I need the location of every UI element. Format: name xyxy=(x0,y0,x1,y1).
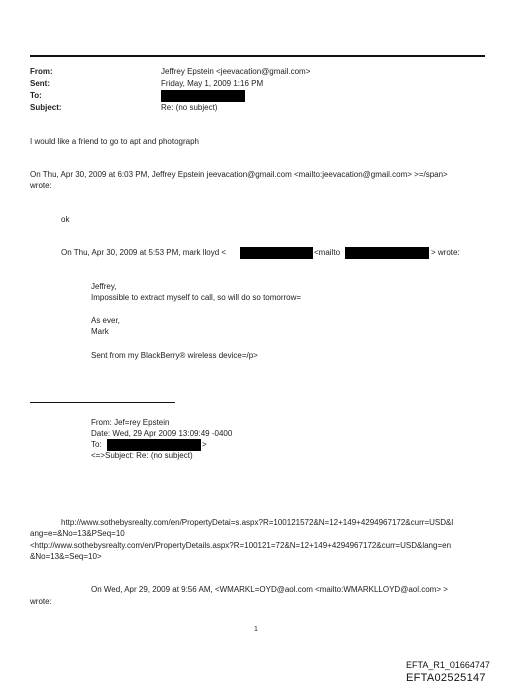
forward-subject: <=>Subject: Re: (no subject) xyxy=(91,451,193,460)
page-number: 1 xyxy=(254,626,258,633)
mark-signoff: As ever, xyxy=(91,316,120,325)
quote2-mailto: <mailto xyxy=(314,248,341,257)
header-top-rule xyxy=(30,55,485,57)
body-line-1: I would like a friend to go to apt and photograph xyxy=(30,137,200,146)
quote1-line-a: On Thu, Apr 30, 2009 at 6:03 PM, Jeffrey Epstein jeevacation@gmail.com <mailto:jeevacation@gmail.com> >=/span> xyxy=(30,170,448,179)
sent-label: Sent: xyxy=(30,79,50,88)
forward-to: To: xyxy=(91,440,102,449)
to-label: To: xyxy=(30,91,42,100)
quote2-redaction-2 xyxy=(345,247,429,259)
tail-wrote: wrote: xyxy=(30,597,52,606)
from-value: Jeffrey Epstein <jeevacation@gmail.com> xyxy=(161,67,311,76)
forward-to-end: > xyxy=(202,440,207,449)
sent-value: Friday, May 1, 2009 1:16 PM xyxy=(161,79,264,88)
quote2-redaction-1 xyxy=(240,247,313,259)
mark-name: Mark xyxy=(91,327,109,336)
forward-to-redaction xyxy=(107,439,201,451)
forward-separator xyxy=(30,402,175,403)
mark-sent-from: Sent from my BlackBerry® wireless device=/p> xyxy=(91,351,258,360)
mark-body: Impossible to extract myself to call, so will do so tomorrow= xyxy=(91,293,302,302)
quote2-line: On Thu, Apr 30, 2009 at 5:53 PM, mark lloyd < xyxy=(61,248,227,257)
link-line-1[interactable]: http://www.sothebysrealty.com/en/PropertyDetai=s.aspx?R=100121572&N=12+149+4294967172&curr=USD&l xyxy=(61,518,454,527)
efta-code-2: EFTA02525147 xyxy=(406,672,486,684)
link-line-3[interactable]: <http://www.sothebysrealty.com/en/PropertyDetails.aspx?R=100121=72&N=12+149+4294967172&curr=USD&lang=en xyxy=(30,541,452,550)
to-redaction xyxy=(161,90,245,102)
forward-from: From: Jef=rey Epstein xyxy=(91,418,170,427)
subject-value: Re: (no subject) xyxy=(161,103,218,112)
from-label: From: xyxy=(30,67,53,76)
link-line-2[interactable]: ang=e=&No=13&PSeq=10 xyxy=(30,529,125,538)
quote2-end: > wrote: xyxy=(431,248,460,257)
link-line-4[interactable]: &No=13&=Seq=10> xyxy=(30,552,102,561)
forward-date: Date: Wed, 29 Apr 2009 13:09:49 -0400 xyxy=(91,429,233,438)
mark-greeting: Jeffrey, xyxy=(91,282,117,291)
ok-text: ok xyxy=(61,215,70,224)
subject-label: Subject: xyxy=(30,103,62,112)
tail-wed-line: On Wed, Apr 29, 2009 at 9:56 AM, <WMARKL=OYD@aol.com <mailto:WMARKLLOYD@aol.com> > xyxy=(91,585,448,594)
efta-code-1: EFTA_R1_01664747 xyxy=(406,660,490,670)
quote1-line-b: wrote: xyxy=(30,181,52,190)
